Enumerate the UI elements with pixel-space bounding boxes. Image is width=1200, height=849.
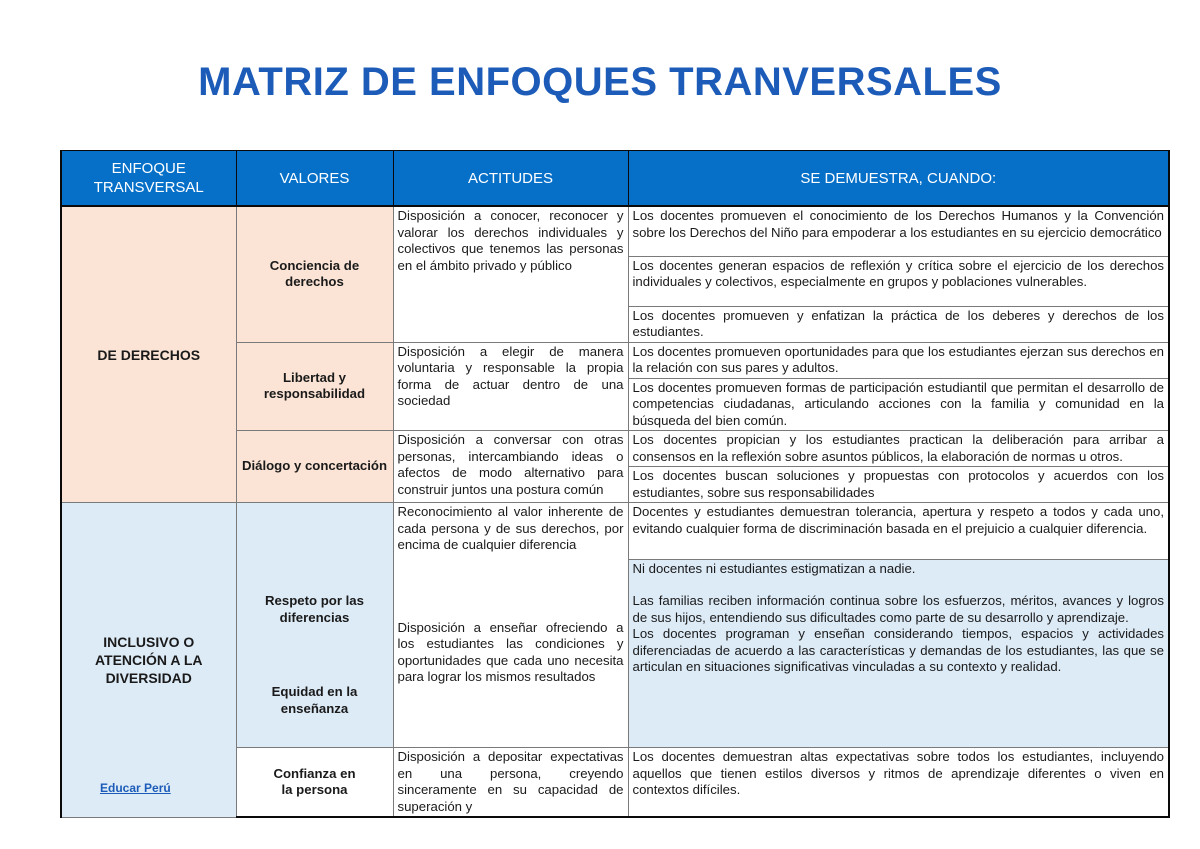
- evidencia-conciencia-3: Los docentes promueven y enfatizan la práctica de los deberes y derechos de los estudiantes.: [628, 306, 1169, 342]
- valor-equidad: Equidad en la enseñanza: [271, 684, 358, 716]
- evidencia-confianza: Los docentes demuestran altas expectativas sobre todos los estudiantes, incluyendo aquellos que tienen estilos diversos y ritmos de aprendizaje diferentes o viven en contextos difíciles.: [628, 748, 1169, 818]
- table-row: [61, 206, 1169, 256]
- valor-dialogo: Diálogo y concertación: [236, 431, 393, 503]
- valor-confianza: Confianza en la persona: [236, 748, 393, 818]
- actitud-respeto: Reconocimiento al valor inherente de cada persona y de sus derechos, por encima de cualquier diferencia: [397, 504, 624, 552]
- actitud-conciencia: Disposición a conocer, reconocer y valorar los derechos individuales y colectivos que tenemos las personas en el ámbito privado y público: [393, 206, 628, 342]
- header-valores: VALORES: [236, 151, 393, 207]
- evidencia-conciencia-1: Los docentes promueven el conocimiento de los Derechos Humanos y la Convención sobre los Derechos del Niño para empoderar a los estudiantes en su ejercicio democrático: [628, 206, 1169, 256]
- enfoques-matrix: [60, 150, 1170, 818]
- evidencia-programan: Los docentes programan y enseñan considerando tiempos, espacios y actividades diferenciadas de acuerdo a las características y demandas de los estudiantes, las que se articulan en situaciones significativas vinculadas a su contexto y realidad.: [632, 626, 1164, 675]
- credit-link[interactable]: Educar Perú: [100, 781, 171, 795]
- evidencia-tolerancia: Docentes y estudiantes demuestran tolerancia, apertura y respeto a todos y cada uno, evitando cualquier forma de discriminación basada en el prejuicio a cualquier diferencia.: [628, 503, 1169, 560]
- header-row: [61, 151, 1169, 207]
- evidencia-estigma: Ni docentes ni estudiantes estigmatizan a nadie.: [632, 560, 916, 576]
- actitudes-respeto-equidad: [393, 503, 628, 748]
- valor-respeto: Respeto por las diferencias: [265, 593, 364, 625]
- evidencia-dialogo-2: Los docentes buscan soluciones y propuestas con protocolos y acuerdos con los estudiantes, sobre sus responsabilidades: [628, 467, 1169, 503]
- actitud-equidad: Disposición a enseñar ofreciendo a los estudiantes las condiciones y oportunidades que cada uno necesita para lograr los mismos resultados: [397, 619, 624, 684]
- enfoque-inclusivo: INCLUSIVO O ATENCIÓN A LA DIVERSIDAD: [61, 503, 236, 818]
- evidencia-familias: Las familias reciben información continua sobre los esfuerzos, méritos, avances y logros de sus hijos, entendiendo sus dificultades como parte de su desarrollo y aprendizaje.: [632, 593, 1164, 625]
- actitud-dialogo: Disposición a conversar con otras personas, intercambiando ideas o afectos de modo alternativo para construir juntos una postura común: [393, 431, 628, 503]
- valor-libertad: Libertad y responsabilidad: [236, 342, 393, 431]
- enfoque-derechos: DE DERECHOS: [61, 206, 236, 503]
- evidencias-inclusivo: [628, 559, 1169, 747]
- actitud-libertad: Disposición a elegir de manera voluntaria y responsable la propia forma de actuar dentro de una sociedad: [393, 342, 628, 431]
- evidencia-libertad-1: Los docentes promueven oportunidades para que los estudiantes ejerzan sus derechos en la relación con sus pares y adultos.: [628, 342, 1169, 378]
- table-row: [61, 503, 1169, 560]
- actitud-confianza: Disposición a depositar expectativas en una persona, creyendo sinceramente en su capacidad de superación y: [393, 748, 628, 818]
- header-enfoque: ENFOQUE TRANSVERSAL: [61, 151, 236, 207]
- header-actitudes: ACTITUDES: [393, 151, 628, 207]
- page-title: MATRIZ DE ENFOQUES TRANVERSALES: [198, 60, 1002, 104]
- evidencia-dialogo-1: Los docentes propician y los estudiantes practican la deliberación para arribar a consensos en la reflexión sobre asuntos públicos, la elaboración de normas u otros.: [628, 431, 1169, 467]
- valores-respeto-equidad: [236, 503, 393, 748]
- header-demuestra: SE DEMUESTRA, CUANDO:: [628, 151, 1169, 207]
- evidencia-libertad-2: Los docentes promueven formas de participación estudiantil que permitan el desarrollo de competencias ciudadanas, articulando acciones con la familia y comunidad en la búsqueda del bien común.: [628, 378, 1169, 431]
- evidencia-conciencia-2: Los docentes generan espacios de reflexión y crítica sobre el ejercicio de los derechos individuales y colectivos, especialmente en grupos y poblaciones vulnerables.: [628, 256, 1169, 306]
- valor-conciencia: Conciencia de derechos: [236, 206, 393, 342]
